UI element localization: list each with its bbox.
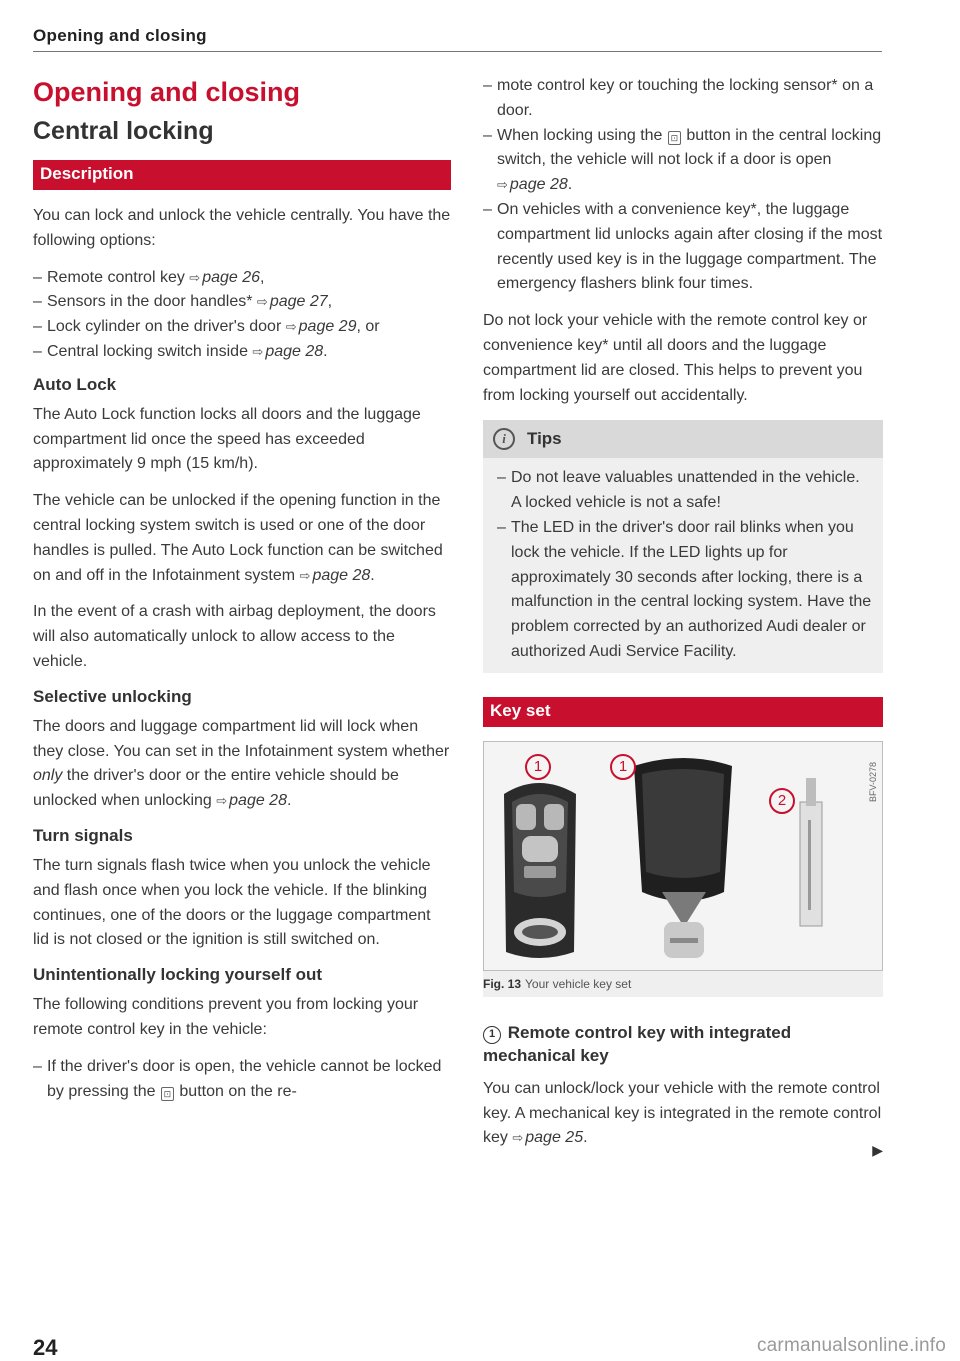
figure-code: BFV-0278 (868, 761, 878, 802)
arrow-right-icon: ⇨ (285, 319, 297, 335)
selective-unlocking-paragraph: The doors and luggage compartment lid will lock when they close. You can set in the Infotainment system whether only the driver's door or the entire vehicle should be unlocked when unlocking ⇨ page 28. (33, 717, 450, 810)
callout-1-remote: 1 (525, 754, 551, 780)
page-link[interactable]: page 26 (202, 268, 261, 286)
remote-key-fob-image (504, 783, 576, 958)
left-column (33, 70, 451, 1114)
page-number: 24 (33, 1335, 58, 1360)
locking-options-list (33, 266, 451, 365)
turn-signals-paragraph: The turn signals flash twice when you unlock the vehicle and flash once when you lock the vehicle. If the blinking continues, one of the doors or the luggage compartment lid is not closed or the ignition is still switched on. (33, 856, 431, 949)
auto-lock-heading: Auto Lock (33, 374, 117, 394)
turn-signals-heading: Turn signals (33, 825, 133, 845)
figure-caption: Fig. 13 Your vehicle key set (483, 971, 883, 997)
page-link[interactable]: page 28 (229, 792, 287, 810)
arrow-right-icon: ⇨ (256, 294, 268, 310)
arrow-right-icon: ⇨ (299, 567, 311, 583)
unintentional-lockout-heading: Unintentionally locking yourself out (33, 965, 323, 985)
tips-title: Tips (527, 429, 562, 449)
list-item: – If the driver's door is open, the vehicle cannot be locked by pressing the ⊡ button on the re- (33, 1055, 451, 1105)
page-link[interactable]: page 28 (509, 176, 568, 194)
emergency-key-image (800, 778, 822, 926)
arrow-right-icon: ⇨ (252, 343, 264, 359)
lock-button-icon: ⊡ (668, 131, 681, 145)
warning-paragraph: Do not lock your vehicle with the remote control key or convenience key* until all doors and the luggage compartment lid are closed. This helps to prevent you from locking yourself out accidentally. (483, 312, 868, 404)
list-item: – Central locking switch inside ⇨ page 28. (33, 340, 451, 365)
tip-item: – Do not leave valuables unattended in the vehicle. A locked vehicle is not a safe! (497, 466, 873, 516)
list-item: – When locking using the ⊡ button in the central locking switch, the vehicle will not lock if a door is open ⇨ page 28. (483, 124, 883, 198)
right-column (483, 74, 883, 1163)
tips-header (483, 420, 883, 458)
running-header-title: Opening and closing (33, 26, 207, 45)
tips-box (483, 420, 883, 672)
key-set-bar: Key set (483, 697, 883, 727)
auto-lock-paragraph-1: The Auto Lock function locks all doors and the luggage compartment lid once the speed has exceeded approximately 9 mph (15 km/h). (33, 405, 421, 473)
selective-unlocking-heading: Selective unlocking (33, 686, 192, 706)
callout-2-emergency-key: 2 (769, 788, 795, 814)
page-link[interactable]: page 28 (265, 342, 324, 360)
list-item: – Lock cylinder on the driver's door ⇨ page 29, or (33, 315, 451, 340)
tips-list (483, 458, 883, 664)
lockout-conditions-list-cont (483, 74, 883, 297)
list-item: – On vehicles with a convenience key*, the luggage compartment lid unlocks again after closing if the most recently used key is in the luggage compartment. The emergency flashers blink four times. (483, 198, 883, 297)
lockout-conditions-list (33, 1055, 451, 1105)
key-side-view-image (634, 758, 732, 958)
list-item: – Sensors in the door handles* ⇨ page 27, (33, 290, 451, 315)
section-title: Central locking (33, 117, 214, 145)
remote-key-heading: 1 Remote control key with integrated mechanical key (483, 1022, 792, 1065)
lock-button-icon: ⊡ (161, 1087, 174, 1101)
arrow-right-icon: ⇨ (512, 1130, 524, 1146)
remote-key-paragraph: You can unlock/lock your vehicle with the remote control key. A mechanical key is integrated in the remote control key ⇨ page 25. (483, 1079, 882, 1147)
watermark: carmanualsonline.info (756, 1335, 946, 1356)
intro-paragraph: You can lock and unlock the vehicle centrally. You have the following options: (33, 207, 451, 249)
callout-1-icon: 1 (483, 1026, 501, 1044)
continue-arrow-icon: ▶ (872, 1142, 883, 1159)
auto-lock-paragraph-2: The vehicle can be unlocked if the opening function in the central locking system switch is used or one of the door handles is pulled. The Auto Lock function can be switched on and off in the Infotainment system ⇨ page 28. (33, 492, 443, 584)
info-icon: i (493, 428, 515, 450)
unintentional-lockout-paragraph: The following conditions prevent you from locking your remote control key in the vehicle: (33, 996, 419, 1038)
page-link[interactable]: page 25 (525, 1129, 584, 1147)
chapter-title: Opening and closing (33, 77, 301, 107)
arrow-right-icon: ⇨ (189, 269, 201, 285)
page-link[interactable]: page 27 (269, 293, 328, 311)
tip-item: – The LED in the driver's door rail blinks when you lock the vehicle. If the LED lights up for approximately 30 seconds after locking, there is a malfunction in the central locking system. Have the problem corrected by an authorized Audi dealer or authorized Audi Service Facility. (497, 516, 873, 665)
auto-lock-paragraph-3: In the event of a crash with airbag deployment, the doors will also automatically unlock to allow access to the vehicle. (33, 603, 436, 670)
list-item: – Remote control key ⇨ page 26, (33, 266, 451, 291)
list-item-continued: – mote control key or touching the locking sensor* on a door. (483, 74, 883, 124)
page-link[interactable]: page 29 (298, 318, 357, 336)
page-link[interactable]: page 28 (312, 566, 371, 584)
callout-1-key: 1 (610, 754, 636, 780)
header-divider (33, 51, 882, 52)
description-bar: Description (33, 160, 451, 190)
arrow-right-icon: ⇨ (497, 177, 508, 193)
arrow-right-icon: ⇨ (216, 793, 228, 809)
key-set-figure (483, 741, 883, 971)
